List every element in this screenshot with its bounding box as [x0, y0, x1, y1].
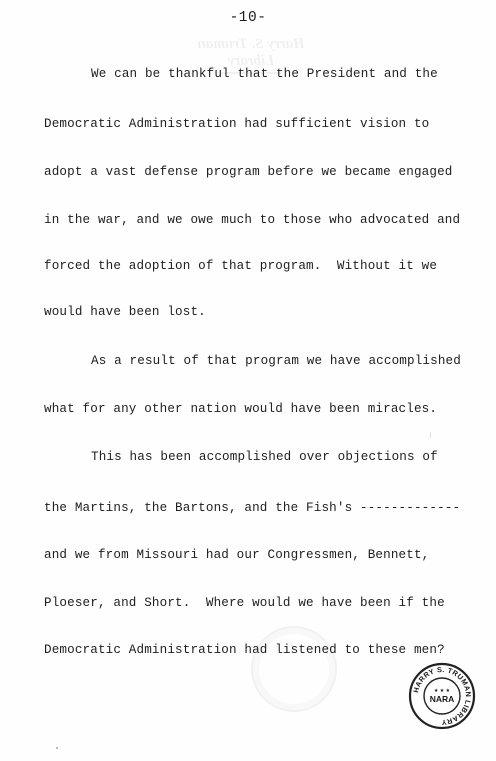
text-line-3: adopt a vast defense program before we became engaged	[44, 165, 453, 179]
stamp-star-icon: ★ ★ ★	[433, 688, 451, 694]
text-line-2: Democratic Administration had sufficient vision to	[44, 117, 430, 131]
text-line-10: the Martins, the Bartons, and the Fish's -------------	[44, 501, 461, 515]
paper-speck	[56, 747, 58, 749]
text-line-1: We can be thankful that the President and the	[91, 67, 438, 81]
page-number: -10-	[229, 10, 267, 26]
text-line-4: in the war, and we owe much to those who advocated and	[44, 213, 461, 227]
embossed-seal	[251, 626, 337, 712]
text-line-6: would have been lost.	[44, 305, 206, 319]
paper-speck	[430, 432, 431, 438]
library-stamp	[408, 662, 476, 730]
watermark-line-1: Harry S. Truman	[197, 36, 305, 52]
text-line-12: Ploeser, and Short. Where would we have been if the	[44, 596, 445, 610]
text-line-11: and we from Missouri had our Congressmen, Bennett,	[44, 548, 430, 562]
text-line-13: Democratic Administration had listened to these men?	[44, 643, 445, 657]
text-line-8: what for any other nation would have been miracles.	[44, 402, 438, 416]
text-line-9: This has been accomplished over objections of	[91, 450, 438, 464]
text-line-5: forced the adoption of that program. Without it we	[44, 259, 438, 273]
stamp-center-text: NARA	[429, 694, 455, 704]
library-stamp-graphic	[408, 662, 476, 730]
stamp-ring-text: HARRY S. TRUMAN LIBRARY	[411, 664, 474, 728]
watermark-line-2: Library	[227, 53, 275, 69]
text-line-7: As a result of that program we have accomplished	[91, 354, 461, 368]
